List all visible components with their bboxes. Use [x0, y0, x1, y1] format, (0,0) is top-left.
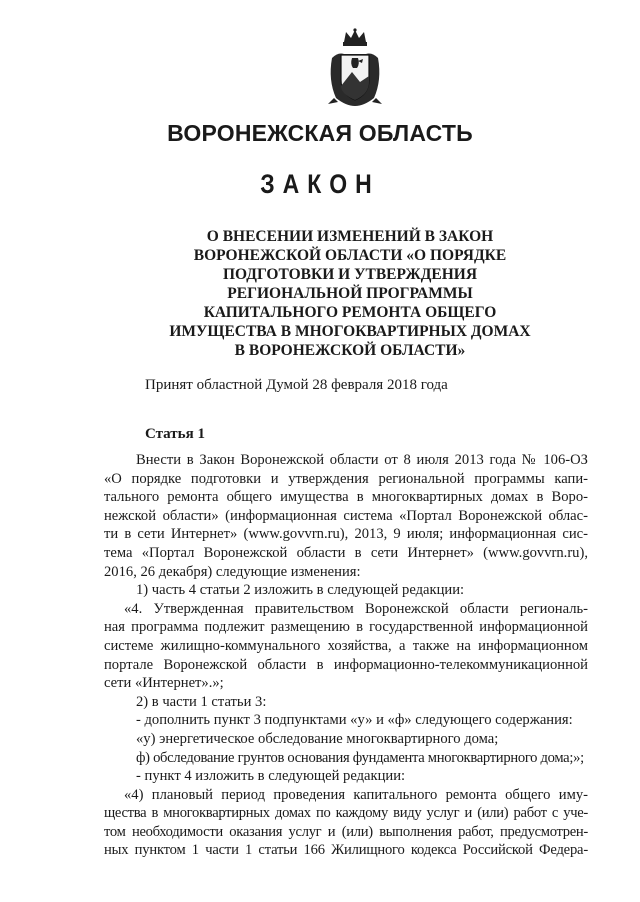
body-line: 2) в части 1 статьи 3:: [136, 693, 267, 710]
body-line: щества в многоквартирных домах по каждому виду услуг и (или) работ с уче-: [104, 805, 588, 822]
body-line: «у) энергетическое обследование многоквартирного дома;: [136, 730, 499, 747]
body-line: том необходимости оказания услуг и (или) выполнения работ, предусмотрен-: [104, 823, 588, 840]
article-heading: Статья 1: [145, 426, 205, 442]
title-line: В ВОРОНЕЖСКОЙ ОБЛАСТИ»: [234, 342, 466, 359]
body-line: портале Воронежской области в информационно-телекоммуникационной: [104, 656, 588, 673]
title-line: КАПИТАЛЬНОГО РЕМОНТА ОБЩЕГО: [203, 304, 497, 321]
body-line: «4. Утвержденная правительством Воронежской области региональ-: [124, 600, 588, 617]
body-line: ти в сети Интернет» (www.govvrn.ru), 2013, 9 июля; информационная сис-: [104, 526, 588, 543]
body-line: ная программа подлежит размещению в государственной информационной: [104, 619, 588, 636]
coat-of-arms-icon: [326, 28, 384, 108]
title-line: ИМУЩЕСТВА В МНОГОКВАРТИРНЫХ ДОМАХ: [169, 323, 531, 340]
body-line: «4) плановый период проведения капитального ремонта общего иму-: [124, 786, 588, 803]
body-line: тального ремонта общего имущества в многоквартирных домах в Воро-: [104, 489, 588, 506]
body-line: - дополнить пункт 3 подпунктами «у» и «ф» следующего содержания:: [136, 712, 573, 729]
document-type: ЗАКОН: [260, 168, 380, 199]
body-line: ф) обследование грунтов основания фундамента многоквартирного дома;»;: [136, 749, 584, 766]
body-line: системе жилищно-коммунального хозяйства, а также на информационном: [104, 637, 588, 654]
body-line: тема «Портал Воронежской области в сети Интернет» (www.govvrn.ru),: [104, 544, 588, 561]
body-line: сети «Интернет».»;: [104, 675, 224, 692]
adoption-note: Принят областной Думой 28 февраля 2018 года: [145, 377, 448, 393]
title-line: ВОРОНЕЖСКОЙ ОБЛАСТИ «О ПОРЯДКЕ: [193, 247, 507, 264]
law-title: [130, 227, 570, 360]
body-line: - пункт 4 изложить в следующей редакции:: [136, 768, 406, 785]
region-name: ВОРОНЕЖСКАЯ ОБЛАСТЬ: [167, 120, 473, 146]
title-line: ПОДГОТОВКИ И УТВЕРЖДЕНИЯ: [222, 266, 478, 283]
body-line: 1) часть 4 статьи 2 изложить в следующей редакции:: [136, 582, 465, 599]
article-body: [104, 451, 588, 860]
body-line: Внести в Закон Воронежской области от 8 июля 2013 года № 106-ОЗ: [136, 452, 588, 468]
body-line: «О порядке подготовки и утверждения региональной программы капи-: [104, 470, 588, 487]
title-line: РЕГИОНАЛЬНОЙ ПРОГРАММЫ: [227, 285, 473, 302]
body-line: 2016, 26 декабря) следующие изменения:: [104, 563, 361, 580]
title-line: О ВНЕСЕНИИ ИЗМЕНЕНИЙ В ЗАКОН: [206, 228, 494, 245]
body-line: ных пунктом 1 части 1 статьи 166 Жилищного кодекса Российской Федера-: [104, 842, 588, 859]
body-line: нежской области» (информационная система «Портал Воронежской облас-: [104, 507, 588, 524]
